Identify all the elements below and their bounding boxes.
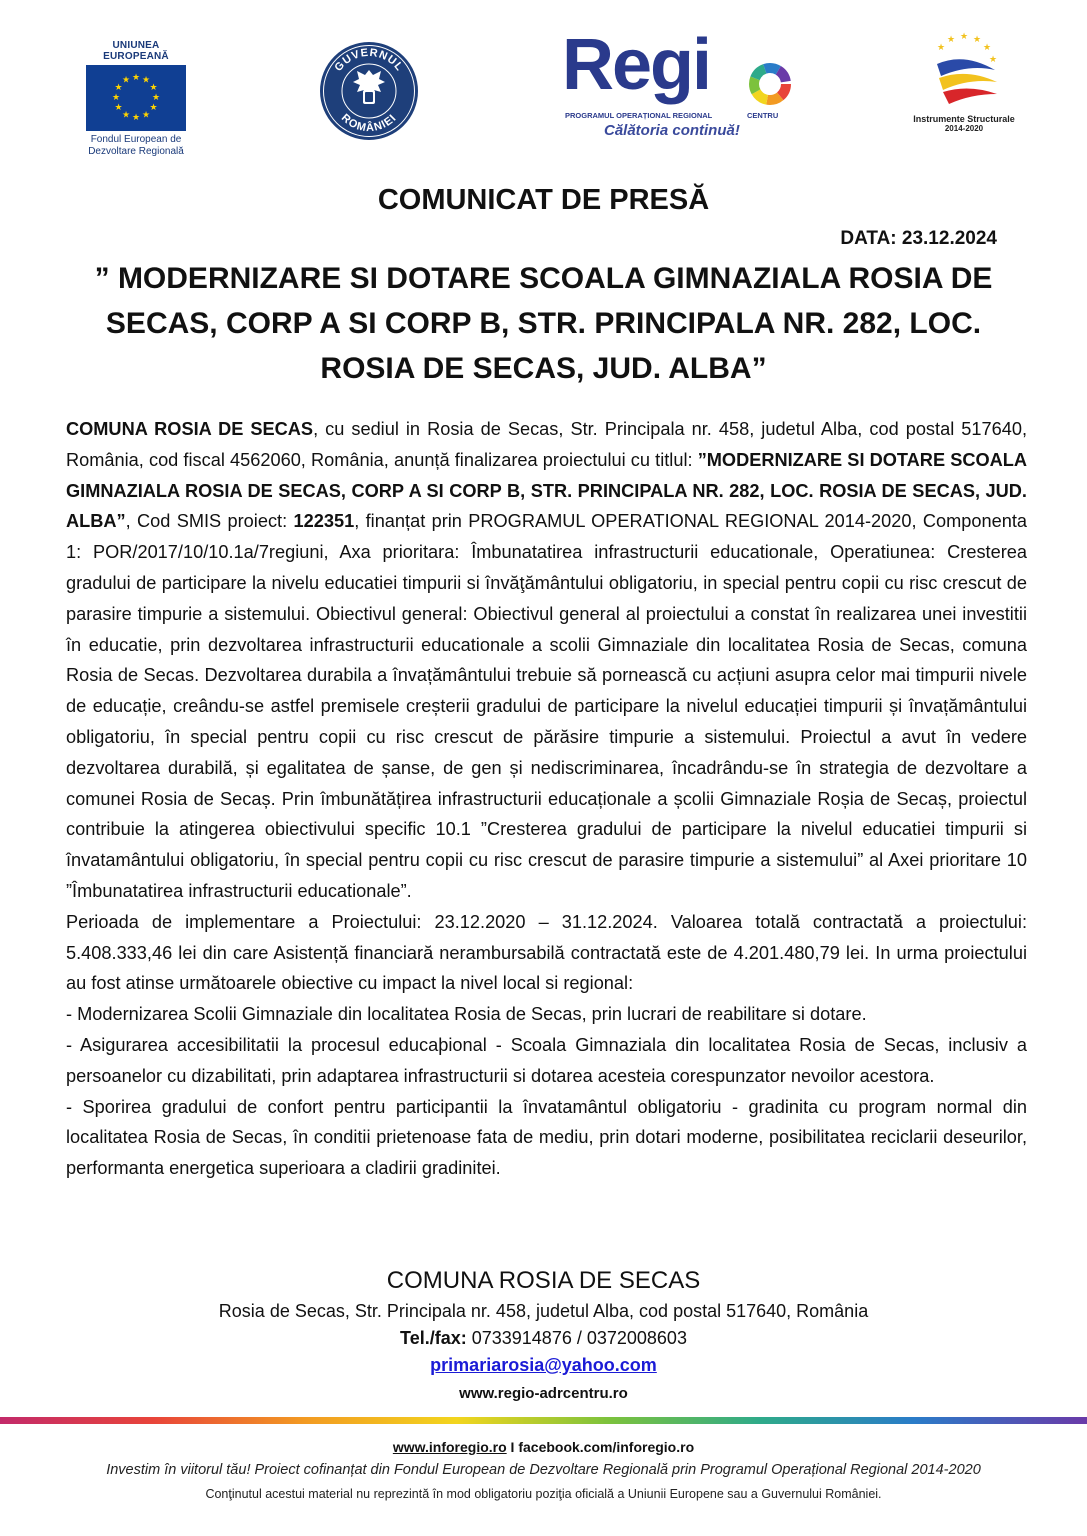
regio-region-text: CENTRU [747,111,779,120]
facebook-link[interactable]: facebook.com/inforegio.ro [518,1439,695,1455]
footer-link-separator: I [506,1439,519,1455]
inforegio-link[interactable]: www.inforegio.ro [392,1439,507,1455]
regio-color-ring-icon [748,62,792,106]
gov-seal-bottom-text: ROMÂNIEI [338,111,400,135]
footer [0,1436,1087,1506]
intro-text-2: , Cod SMIS proiect: [125,511,294,532]
svg-text:★: ★ [988,55,998,65]
svg-text:★: ★ [149,83,158,93]
svg-text:★: ★ [121,110,131,121]
contact-block [0,1264,1087,1409]
objective-item: - Sporirea gradului de confort pentru participantii la învatamântul obligatoriu - gradinita cu program normal din localitatea Rosia de Secas, în conditii prietenoase fata de mediu, prin dotari moderne, posibilitatea reciclarii deseurilor, performanta energetica superioara a cladirii gradinitei. [66,1096,1027,1179]
structural-instruments-title: Instrumente Structurale [913,114,1015,124]
government-seal-icon [318,40,420,142]
commune-name-bold: COMUNA ROSIA DE SECAS [66,419,314,439]
structural-instruments-years: 2014-2020 [944,124,984,133]
project-title-bold: ”MODERNIZARE SI DOTARE SCOALA GIMNAZIALA ROSIA DE SECAS, CORP A SI CORP B, STR. PRINCIPALA NR. 282, LOC. ROSIA DE SECAS, JUD. ALBA” [66,449,1027,532]
release-date: DATA: 23.12.2024 [840,228,997,249]
objective-item: - Modernizarea Scolii Gimnaziale din localitatea Rosia de Secas, prin lucrari de reabilitare si dotare. [66,1004,867,1025]
svg-text:★: ★ [131,73,141,83]
regio-program-text: PROGRAMUL OPERAȚIONAL REGIONAL [565,111,713,120]
regio-tagline: Călătoria continuă! [604,122,740,139]
svg-text:★: ★ [946,35,956,45]
footer-links [0,1436,1087,1458]
press-release-body [66,414,1027,1184]
svg-text:★: ★ [151,93,161,103]
eu-fund-caption: Fondul European de Dezvoltare Regională [88,134,184,157]
svg-text:★: ★ [959,32,969,42]
contact-organization: COMUNA ROSIA DE SECAS [386,1267,701,1294]
svg-text:★: ★ [141,75,151,86]
eu-flag-icon [86,65,186,131]
structural-instruments-logo [902,30,1026,133]
svg-text:★: ★ [936,43,946,53]
svg-text:★: ★ [131,113,141,123]
smis-code: 122351 [293,511,355,532]
gov-seal-top-text: GUVERNUL [332,46,406,74]
svg-text:★: ★ [111,93,121,103]
intro-paragraph [66,414,1027,907]
regio-wordmark: Regi [562,25,711,105]
implementation-paragraph: Perioada de implementare a Proiectului: 23.12.2020 – 31.12.2024. Valoarea totală contractată a proiectului: 5.408.333,46 lei din care Asistență financiară nerambursabilă contractată este de 4.201.480,79 lei. In urma proiectului au fost atinse următoarele obiective cu impact la nivel local si regional: [66,911,1027,994]
svg-text:★: ★ [149,103,158,113]
cofinancing-statement: Investim în viitorul tău! Proiect cofinanțat din Fondul European de Dezvoltare Regională prin Programul Operațional Regional 2014-2020 [106,1462,981,1478]
objective-item: - Asigurarea accesibilitatii la procesul educaþional - Scoala Gimnaziala din localitatea Rosia de Secas, inclusiv a persoanelor cu dizabilitati, prin adaptarea infrastructurii si dotarea acesteia corespunzator nevoilor acestora. [66,1034,1027,1086]
regio-website[interactable]: www.regio-adrcentru.ro [459,1385,628,1402]
contact-phone [0,1325,1087,1352]
phone-value: 0733914876 / 0372008603 [466,1328,687,1348]
contact-email-link[interactable]: primariarosia@yahoo.com [430,1355,657,1375]
disclaimer: Conţinutul acestui material nu reprezintă în mod obligatoriu poziţia oficială a Uniunii Europene sau a Guvernului României. [205,1487,882,1501]
svg-text:★: ★ [982,43,992,53]
svg-text:★: ★ [141,110,151,121]
phone-label: Tel./fax: [400,1328,467,1348]
structural-instruments-icon [919,30,1009,112]
svg-text:★: ★ [972,35,982,45]
eu-caption: UNIUNEA EUROPEANĂ [103,40,169,62]
intro-text-3: , finanțat prin PROGRAMUL OPERATIONAL REGIONAL 2014-2020, Componenta 1: POR/2017/10/10.1a/7regiuni, Axa prioritara: Îmbunatatirea infrastructurii educationale, Operatiunea: Cresterea gradului de participare la nivelu educatiei timpurii si învăţământului obligatoriu, in special pentru copii cu risc crescut de parasire timpurie a sistemului. Obiectivul general: Obiectivul general al proiectului a constat în realizarea unei investitii în educatie, prin dezvoltarea infrastructurii educationale a scolii Gimnaziale din localitatea Rosia de Secas, comuna Rosia de Secas. Dezvoltarea durabila a învațământului trebuie să pornească cu acțiuni asupra celor mai timpurii nivele de educație, creându-se astfel premisele creșterii gradului de participare la nivelul educației timpurii și învațământului obligatoriu, în special pentru copii cu risc crescut de părăsire timpurie a sistemului. Proiectul a avut în vedere dezvoltarea durabilă, și egalitatea de șanse, de gen și nediscriminarea, încadrându-se în strategia de dezvoltare a comunei Rosia de Secaș. Prin îmbunătățirea infrastructurii educaționale a școlii Gimnaziale Roșia de Secaș, proiectul contribuie la atingerea obiectivului specific 10.1 ”Cresterea gradului de participare la nivelul educatiei timpurii si învatamântului obligatoriu, în special pentru copii cu risc crescut de parasire timpurie a sistemului” al Axei prioritare 10 ”Îmbunatatirea infrastructurii educationale”. [66,511,1027,901]
svg-text:★: ★ [114,103,123,113]
project-title: ” MODERNIZARE SI DOTARE SCOALA GIMNAZIALA ROSIA DE SECAS, CORP A SI CORP B, STR. PRINCIPALA NR. 282, LOC. ROSIA DE SECAS, JUD. ALBA” [94,262,993,385]
contact-address: Rosia de Secas, Str. Principala nr. 458, judetul Alba, cod postal 517640, România [218,1301,869,1321]
color-stripe-divider [0,1417,1087,1424]
logo-header [0,0,1087,160]
svg-text:★: ★ [114,83,123,93]
intro-text-1: , cu sediul in Rosia de Secas, Str. Principala nr. 458, judetul Alba, cod postal 517640, România, cod fiscal 4562060, România, anunță finalizarea proiectului cu titlul: [66,419,1027,470]
svg-text:★: ★ [121,75,131,86]
eu-logo [82,40,190,158]
regio-logo [562,25,812,148]
press-release-title: COMUNICAT DE PRESĂ [377,184,710,216]
